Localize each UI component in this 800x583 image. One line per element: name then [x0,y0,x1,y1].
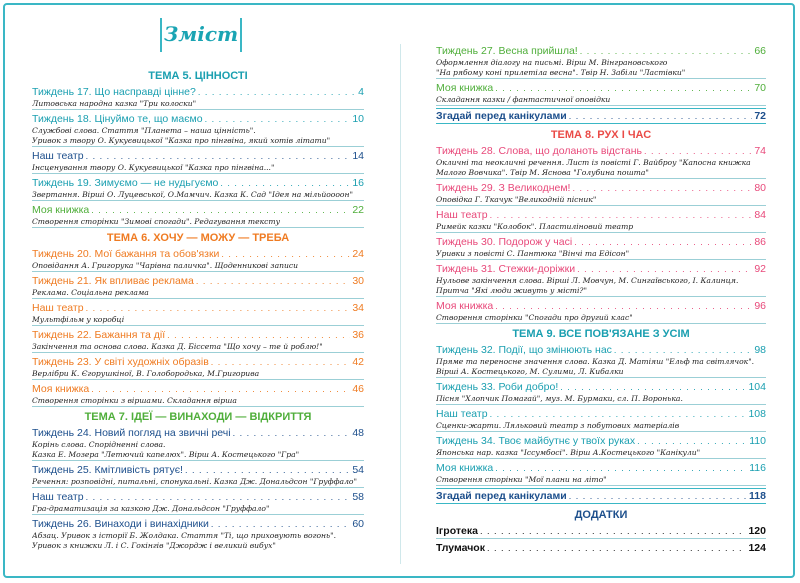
dot-leader [495,461,747,475]
toc-page-number: 86 [754,236,766,248]
toc-page-number: 36 [352,329,364,341]
toc-entry[interactable] [436,488,766,504]
toc-entry-description: Притча "Які люди живуть у місті?" [436,286,587,295]
toc-entry-label: Моя книжка [436,462,494,474]
toc-entry-description: Верлібри К. Єгорушкіної, В. Голобородька, М.Григорива [32,369,260,378]
toc-entry-row [436,461,766,475]
toc-entry-label: Наш театр [32,302,84,314]
toc-page-number: 16 [352,177,364,189]
dot-leader [490,407,747,421]
toc-entry-row [436,262,766,276]
toc-entry-row [436,434,766,448]
toc-entry-label: Ігротека [436,525,478,537]
toc-page-number: 120 [748,525,766,537]
toc-page-number: 96 [754,300,766,312]
toc-entry[interactable] [436,235,766,260]
toc-entry-description: Гра-драматизація за казкою Дж. Дональдсон "Груффало" [32,504,270,513]
toc-entry-description: Оформлення діалогу на письмі. Вірш М. Вінграновського [436,58,668,67]
toc-page-number: 24 [352,248,364,260]
toc-entry[interactable] [436,144,766,179]
toc-entry-row [32,355,364,369]
toc-entry-label: Тиждень 17. Що насправді цінне? [32,86,196,98]
title-box [160,16,242,52]
dot-leader [196,274,350,288]
toc-entry[interactable] [436,380,766,405]
toc-entry-label: Тиждень 21. Як впливає реклама [32,275,194,287]
toc-entry-row [32,301,364,315]
toc-entry-label: Тиждень 23. У світі художніх образів [32,356,209,368]
toc-entry[interactable] [32,301,364,326]
toc-entry-row [436,343,766,357]
toc-page-number: 104 [748,381,766,393]
toc-entry[interactable] [32,274,364,299]
toc-page-number: 10 [352,113,364,125]
toc-entry-row [436,235,766,249]
toc-entry-label: Тиждень 18. Цінуймо те, що маємо [32,113,203,125]
toc-entry-label: Тиждень 34. Твоє майбутнє у твоїх руках [436,435,636,447]
toc-entry-label: Тиждень 31. Стежки-доріжки [436,263,576,275]
toc-entry-description: Уривки з повісті С. Пантюка "Вінчі та Едісон" [436,249,630,258]
toc-entry-label: Моя книжка [436,300,494,312]
toc-entry[interactable] [436,208,766,233]
dot-leader [572,181,752,195]
dot-leader [198,85,356,99]
toc-entry-row [436,44,766,58]
toc-entry-description: Литовська народна казка "Три колоски" [32,99,197,108]
toc-entry-label: Тиждень 19. Зимуємо — не нудьгуємо [32,177,219,189]
toc-page-number: 54 [352,464,364,476]
toc-entry-row [436,489,766,503]
toc-entry-label: Моя книжка [32,383,90,395]
toc-entry-description: Звертання. Вірші О. Луцевської, О.Мамчич. Казка К. Сад "Ідея на мільйоооон" [32,190,354,199]
toc-entry[interactable] [32,85,364,110]
toc-entry[interactable] [436,81,766,106]
dot-leader [185,463,350,477]
toc-entry-row [32,463,364,477]
toc-entry-row [32,328,364,342]
toc-entry-row [436,407,766,421]
toc-page-number: 34 [352,302,364,314]
dot-leader [560,380,746,394]
toc-entry-description: Створення сторінки з віршами. Складання вірша [32,396,237,405]
toc-entry-label: Тиждень 20. Мої бажання та обов'язки [32,248,220,260]
toc-page-number: 42 [352,356,364,368]
toc-entry-description: Японська нар. казка "Іссумбосі". Вірш А.Костецького "Канікули" [436,448,701,457]
toc-page-number: 98 [754,344,766,356]
toc-entry-description: "На рябому коні прилетіла весна". Твір Н. Забіли "Ластівки" [436,68,686,77]
toc-page-number: 110 [749,435,766,447]
toc-entry[interactable] [436,44,766,79]
toc-entry-description: Абзац. Уривок з історії Б. Жолдака. Стаття "Ті, що приховують вогонь". [32,531,337,540]
toc-entry-label: Наш театр [32,150,84,162]
toc-entry-label: Тиждень 26. Винаходи і винахідники [32,518,209,530]
dot-leader [580,44,753,58]
toc-entry[interactable] [32,355,364,380]
toc-entry-label: Згадай перед канікулами [436,110,567,122]
dot-leader [86,149,351,163]
dot-leader [233,426,351,440]
toc-entry[interactable] [436,541,766,555]
toc-page-number: 116 [749,462,766,474]
toc-entry-row [32,274,364,288]
toc-entry-label: Тиждень 32. Події, що змінюють нас [436,344,612,356]
toc-page-number: 4 [358,86,364,98]
dot-leader [86,301,351,315]
toc-entry-description: Нульове закінчення слова. Вірші Л. Мовчун, М. Сингаївського, І. Калинця. [436,276,739,285]
toc-page-number: 80 [754,182,766,194]
toc-page-number: 74 [754,145,766,157]
toc-entry[interactable] [32,517,364,551]
toc-entry-description: Малого Вовчика". Твір М. Яснова "Голубина пошта" [436,168,649,177]
toc-entry-row [32,247,364,261]
dot-leader [211,517,350,531]
toc-page-number: 22 [352,204,364,216]
toc-entry-description: Уривок з книжки Л. і С. Гокінгів "Джордж і великий вибух" [32,541,276,550]
toc-entry[interactable] [436,524,766,539]
toc-entry[interactable] [32,176,364,201]
toc-entry[interactable] [436,108,766,124]
dot-leader [614,343,752,357]
toc-entry-row [32,85,364,99]
dot-leader [487,541,747,555]
toc-entry[interactable] [32,426,364,461]
dot-leader [211,355,351,369]
toc-entry-row [32,426,364,440]
dot-leader [495,299,752,313]
toc-entry-description: Складання казки / фантастичної оповідки [436,95,611,104]
dot-leader [577,262,752,276]
dot-leader [205,112,351,126]
toc-page-number: 108 [748,408,766,420]
toc-entry-row [436,208,766,222]
toc-entry-row [32,112,364,126]
toc-entry[interactable] [436,434,766,459]
toc-entry-description: Пряме та переносне значення слова. Казка Д. Матіяш "Ельф та світлячок". [436,357,755,366]
toc-entry-description: Уривок з твору О. Кукуєвицької "Казка про пінгвіна, який хотів літати" [32,136,331,145]
toc-page-number: 66 [754,45,766,57]
toc-page-number: 30 [352,275,364,287]
toc-entry[interactable] [436,343,766,378]
dot-leader [221,247,350,261]
toc-entry-row [436,144,766,158]
theme-heading: ТЕМА 9. ВСЕ ПОВ'ЯЗАНЕ З УСІМ [512,328,690,340]
toc-entry-label: Наш театр [32,491,84,503]
toc-entry-description: Інсценування твору О. Кукуєвицької "Казка про пінгвіна..." [32,163,275,172]
toc-page-number: 48 [352,427,364,439]
toc-left-column [32,66,364,553]
toc-entry-label: Тлумачок [436,542,485,554]
toc-entry-description: Реклама. Соціальна реклама [32,288,149,297]
toc-entry-row [32,490,364,504]
toc-entry[interactable] [32,382,364,407]
toc-page-number: 84 [754,209,766,221]
dot-leader [495,81,752,95]
toc-entry-row [436,181,766,195]
toc-entry-row [436,299,766,313]
theme-heading: ТЕМА 6. ХОЧУ — МОЖУ — ТРЕБА [106,232,290,244]
toc-page-number: 92 [754,263,766,275]
dot-leader [637,434,747,448]
toc-entry-description: Римейк казки "Колобок". Пластиліновий театр [436,222,634,231]
page-title: Зміст [163,22,239,46]
toc-entry-description: Оповідка Г. Ткачук "Великодній пісник" [436,195,597,204]
toc-entry-row [32,382,364,396]
toc-entry[interactable] [436,299,766,324]
dot-leader [91,382,350,396]
dot-leader [644,144,752,158]
toc-entry-row [32,149,364,163]
toc-entry-label: Згадай перед канікулами [436,490,567,502]
toc-entry-description: Закінчення та основа слова. Казка Д. Біссета "Що хочу – те й роблю!" [32,342,323,351]
toc-entry-label: Моя книжка [436,82,494,94]
toc-entry-label: Тиждень 28. Слова, що доланоть відстань [436,145,642,157]
theme-heading: ДОДАТКИ [574,509,628,521]
toc-entry[interactable] [32,247,364,272]
toc-entry-label: Тиждень 27. Весна прийшла! [436,45,578,57]
toc-entry-description: Сценки-жарти. Ляльковий театр з побутових матеріалів [436,421,680,430]
toc-entry-label: Тиждень 30. Подорож у часі [436,236,573,248]
toc-entry[interactable] [436,461,766,486]
toc-entry-row [32,517,364,531]
toc-entry-description: Оповідання А. Григорука "Чарівна паличка". Щоденникові записи [32,261,299,270]
toc-entry-label: Наш театр [436,408,488,420]
theme-heading: ТЕМА 8. РУХ І ЧАС [550,129,652,141]
toc-entry-description: Вірші А. Костецького, М. Сулими, Л. Кибалки [436,367,624,376]
toc-entry[interactable] [32,328,364,353]
toc-page-number: 124 [748,542,766,554]
dot-leader [569,109,753,123]
theme-heading: ТЕМА 5. ЦІННОСТІ [148,70,248,82]
toc-entry-description: Речення: розповідні, питальні, спонукальні. Казка Дж. Дональдсон "Груффало" [32,477,357,486]
toc-entry-row [32,203,364,217]
toc-page-number: 46 [352,383,364,395]
dot-leader [480,524,747,538]
dot-leader [574,235,752,249]
toc-page-number: 118 [749,490,766,502]
toc-entry-description: Мультфільм у коробці [32,315,125,324]
toc-entry[interactable] [32,490,364,515]
toc-entry[interactable] [32,112,364,147]
toc-entry[interactable] [32,203,364,228]
toc-page-number: 60 [352,518,364,530]
toc-entry-row [436,380,766,394]
dot-leader [91,203,350,217]
dot-leader [167,328,350,342]
toc-entry-label: Наш театр [436,209,488,221]
toc-entry-label: Тиждень 33. Роби добро! [436,381,559,393]
toc-page-number: 72 [754,110,766,122]
toc-right-column [436,44,766,557]
dot-leader [490,208,753,222]
toc-entry-row [436,109,766,123]
toc-entry-description: Службові слова. Стаття "Планета – наша цінність". [32,126,256,135]
theme-heading: ТЕМА 7. ІДЕЇ — ВИНАХОДИ — ВІДКРИТТЯ [84,411,312,423]
dot-leader [220,176,350,190]
toc-entry-label: Тиждень 22. Бажання та дії [32,329,166,341]
toc-entry-description: Створення сторінки "Мої плани на літо" [436,475,607,484]
toc-entry[interactable] [436,181,766,206]
toc-entry[interactable] [32,463,364,488]
toc-page-number: 70 [754,82,766,94]
toc-entry-label: Моя книжка [32,204,90,216]
toc-entry[interactable] [436,407,766,432]
toc-entry-description: Створення сторінки "Зимові спогади". Редагування тексту [32,217,280,226]
toc-entry-description: Корінь слова. Спорідненні слова. [32,440,166,449]
toc-entry-row [436,524,766,538]
toc-page-number: 14 [352,150,364,162]
toc-entry-description: Окличні та неокличні речення. Лист із повісті Г. Вайброу "Капосна книжка [436,158,751,167]
column-divider [400,44,401,564]
toc-entry-description: Створення сторінки "Спогади про другий клас" [436,313,633,322]
toc-entry-row [32,176,364,190]
toc-entry-description: Казка Е. Мозера "Летючий капелюх". Вірш А. Костецького "Гра" [32,450,300,459]
toc-entry-row [436,541,766,555]
toc-entry[interactable] [32,149,364,174]
toc-entry-label: Тиждень 24. Новий погляд на звичні речі [32,427,231,439]
toc-page-number: 58 [352,491,364,503]
toc-entry[interactable] [436,262,766,297]
toc-entry-label: Тиждень 29. З Великоднем! [436,182,571,194]
toc-entry-label: Тиждень 25. Кмітливість рятує! [32,464,183,476]
toc-entry-row [436,81,766,95]
toc-entry-description: Пісня "Хлопчик Помагай", муз. М. Бурмаки, сл. П. Воронька. [436,394,683,403]
dot-leader [569,489,747,503]
dot-leader [86,490,351,504]
